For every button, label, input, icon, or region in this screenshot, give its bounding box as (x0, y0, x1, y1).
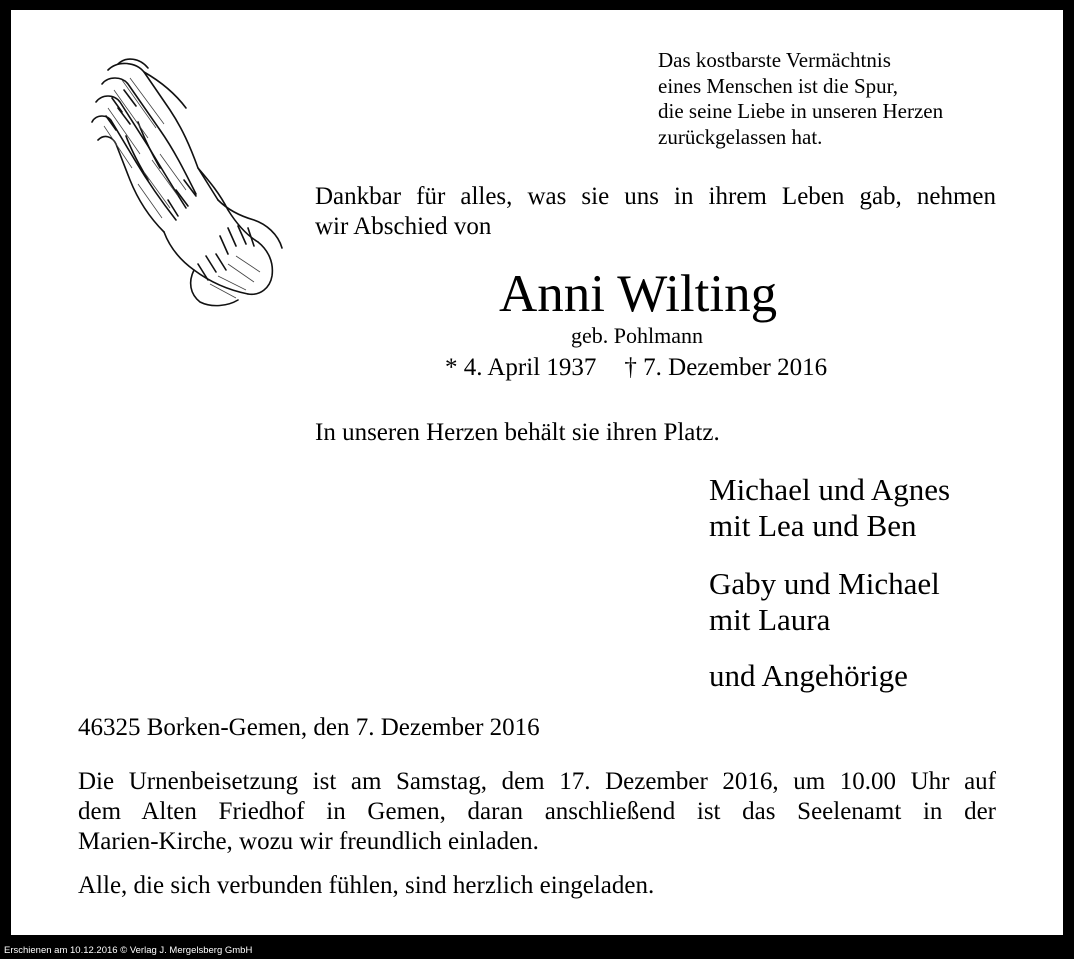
poem-line: die seine Liebe in unseren Herzen (658, 99, 944, 123)
mourner-group (709, 472, 950, 544)
life-dates (445, 353, 827, 383)
mourner-group (709, 658, 908, 694)
birth-date: * 4. April 1937 (445, 354, 597, 381)
ceremony-line: Die Urnenbeisetzung ist am Samstag, dem 17. Dezember 2016, um 10.00 Uhr auf (78, 768, 996, 795)
poem-quote (658, 48, 943, 150)
deceased-name: Anni Wilting (499, 265, 778, 323)
mourner-line: Michael und Agnes (709, 472, 951, 507)
mourner-line: und Angehörige (709, 658, 908, 693)
intro-text (315, 182, 996, 242)
ceremony-line: Marien-Kirche, wozu wir freundlich einladen. (78, 828, 539, 855)
poem-line: eines Menschen ist die Spur, (658, 73, 899, 98)
ceremony-line: dem Alten Friedhof in Gemen, daran anschließend ist das Seelenamt in der (78, 798, 996, 825)
mourner-line: mit Lea und Ben (709, 508, 917, 543)
death-date: † 7. Dezember 2016 (624, 354, 828, 381)
obituary-notice (11, 10, 1063, 935)
mourner-line: mit Laura (709, 602, 831, 637)
poem-line: Das kostbarste Vermächtnis (658, 48, 891, 72)
poem-line: zurückgelassen hat. (658, 124, 823, 149)
ceremony-text (78, 767, 996, 857)
mourner-line: Gaby und Michael (709, 566, 940, 601)
maiden-name: geb. Pohlmann (571, 323, 703, 348)
remembrance-text: In unseren Herzen behält sie ihren Platz. (315, 419, 720, 446)
praying-hands-icon (78, 50, 288, 310)
place-date: 46325 Borken-Gemen, den 7. Dezember 2016 (78, 714, 540, 741)
intro-line: wir Abschied von (315, 213, 492, 240)
publication-footer: Erschienen am 10.12.2016 © Verlag J. Mergelsberg GmbH (4, 945, 253, 956)
intro-line: Dankbar für alles, was sie uns in ihrem Leben gab, nehmen (315, 183, 996, 210)
mourner-group (709, 566, 940, 638)
invitation-text: Alle, die sich verbunden fühlen, sind herzlich eingeladen. (78, 872, 655, 899)
